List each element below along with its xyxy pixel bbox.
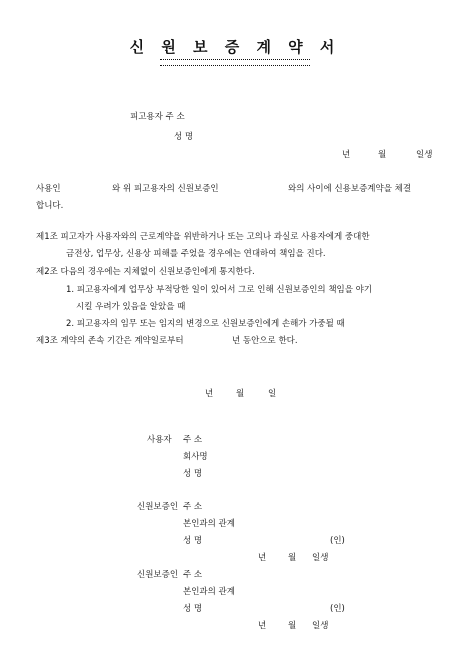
article-2-line-1: 제2조 다음의 경우에는 지체없이 신원보증인에게 통지한다. xyxy=(36,267,255,277)
guarantor-1-birth-month: 월 xyxy=(288,553,297,563)
document-title: 신 원 보 증 계 약 서 xyxy=(129,38,341,56)
contract-date-month: 월 xyxy=(236,389,245,399)
guarantor-2-seal: (인) xyxy=(330,604,345,614)
employee-name-label: 성 명 xyxy=(174,132,194,142)
guarantor-1-relation-label: 본인과의 관계 xyxy=(183,519,235,529)
article-2-item-1-line-2: 시킬 우려가 있음을 알았을 때 xyxy=(76,302,186,312)
intro-employer: 사용인 xyxy=(36,184,61,194)
guarantor-1-seal: (인) xyxy=(330,536,345,546)
title-underline xyxy=(160,59,310,66)
article-2-item-2: 2. 피고용자의 임무 또는 임지의 변경으로 신원보증인에게 손해가 가중될 때 xyxy=(66,319,345,329)
article-1-line-1: 제1조 피고자가 사용자와의 근로계약을 위반하거나 또는 고의나 과실로 사용자에게 중대한 xyxy=(36,232,370,242)
guarantor-1-label: 신원보증인 xyxy=(137,502,179,512)
contract-date-year: 년 xyxy=(205,389,214,399)
employee-address-label: 피고용자 주 소 xyxy=(130,112,185,122)
article-1-line-2: 금전상, 업무상, 신용상 피해를 주었을 경우에는 연대하여 책임을 진다. xyxy=(66,249,326,259)
employee-birth-month: 월 xyxy=(378,150,387,160)
intro-end: 합니다. xyxy=(36,201,64,211)
employer-company-label: 회사명 xyxy=(183,452,208,462)
guarantor-2-address-label: 주 소 xyxy=(183,570,203,580)
guarantor-2-relation-label: 본인과의 관계 xyxy=(183,587,235,597)
guarantor-2-label: 신원보증인 xyxy=(137,570,179,580)
guarantor-2-birth-month: 월 xyxy=(288,621,297,631)
employer-label: 사용자 xyxy=(147,435,172,445)
article-3-part-2: 년 동안으로 한다. xyxy=(232,336,298,346)
guarantor-2-name-label: 성 명 xyxy=(183,604,203,614)
guarantor-1-birth-year: 년 xyxy=(258,553,267,563)
article-2-item-1-line-1: 1. 피고용자에게 업무상 부적당한 일이 있어서 그로 인해 신원보증인의 책임을 야기 xyxy=(66,285,373,295)
employer-name-label: 성 명 xyxy=(183,469,203,479)
guarantor-1-name-label: 성 명 xyxy=(183,536,203,546)
employer-address-label: 주 소 xyxy=(183,435,203,445)
intro-guarantor: 와 위 피고용자의 신원보증인 xyxy=(112,184,219,194)
employee-birth-year: 년 xyxy=(342,150,351,160)
article-3-part-1: 제3조 계약의 존속 기간은 계약일로부터 xyxy=(36,336,184,346)
employee-birth-day: 일생 xyxy=(416,150,433,160)
guarantor-1-address-label: 주 소 xyxy=(183,502,203,512)
guarantor-1-birth-day: 일생 xyxy=(312,553,329,563)
guarantor-2-birth-year: 년 xyxy=(258,621,267,631)
intro-contract: 와의 사이에 신용보증계약을 체결 xyxy=(288,184,412,194)
guarantor-2-birth-day: 일생 xyxy=(312,621,329,631)
contract-date-day: 일 xyxy=(268,389,277,399)
